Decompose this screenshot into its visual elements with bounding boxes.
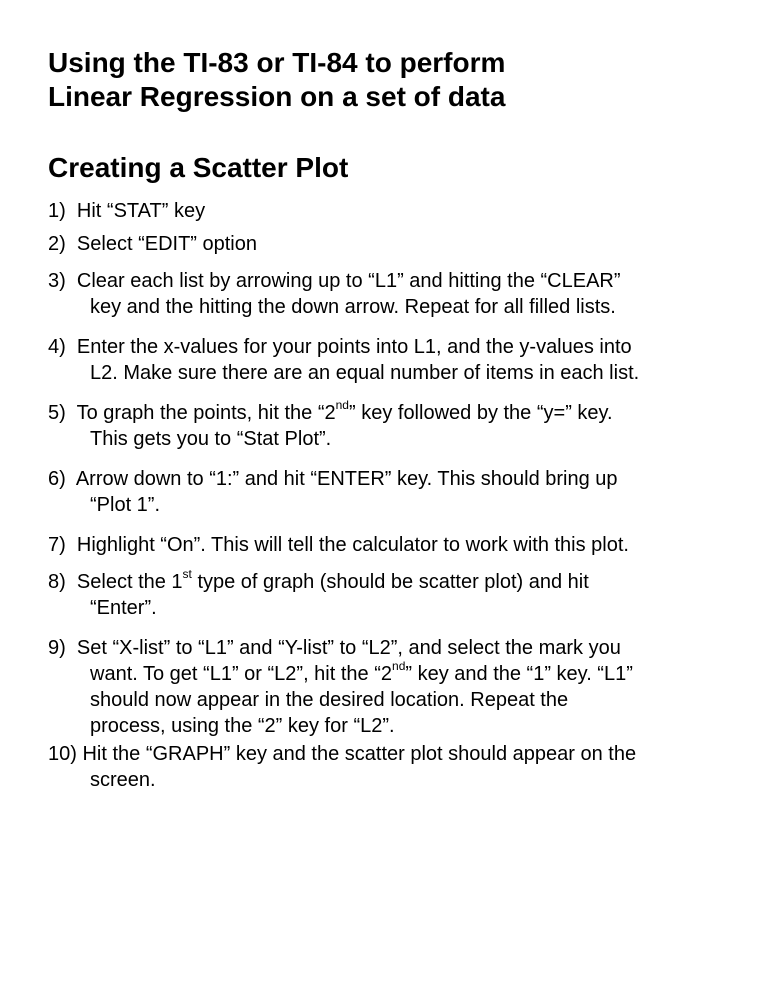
title-line-1: Using the TI-83 or TI-84 to perform [48, 47, 506, 78]
step-number: 9) [48, 637, 66, 659]
step-text-a: want. To get “L1” or “L2”, hit the “2 [90, 663, 393, 685]
step-6-line-2: “Plot 1”. [90, 494, 161, 516]
step-3-line-2: key and the hitting the down arrow. Repeat for all filled lists. [90, 296, 616, 318]
step-4-line-2: L2. Make sure there are an equal number of items in each list. [90, 362, 640, 384]
step-10-line-2: screen. [90, 769, 156, 791]
step-8-line-2: “Enter”. [90, 597, 157, 619]
step-6-line-1 [48, 466, 748, 492]
step-text: Arrow down to “1:” and hit “ENTER” key. This should bring up [75, 468, 618, 490]
step-9-line-4: process, using the “2” key for “L2”. [90, 715, 395, 737]
step-number: 5) [48, 402, 66, 424]
superscript-st: st [182, 567, 192, 582]
step-text: Clear each list by arrowing up to “L1” and hitting the “CLEAR” [76, 270, 621, 292]
superscript-nd: nd [335, 398, 349, 413]
step-number: 10) [48, 743, 77, 765]
step-3-line-1 [48, 268, 748, 294]
step-9 [48, 635, 748, 739]
step-4 [48, 334, 748, 386]
step-number: 3) [48, 270, 66, 292]
step-8-line-1 [48, 569, 748, 595]
title-line-2: Linear Regression on a set of data [48, 81, 506, 112]
step-text: Hit “STAT” key [76, 200, 206, 222]
step-text-b: type of graph (should be scatter plot) and hit [191, 571, 589, 593]
step-5-line-2: This gets you to “Stat Plot”. [90, 428, 332, 450]
step-text-a: To graph the points, hit the “2 [76, 402, 336, 424]
step-6 [48, 466, 748, 518]
section-heading: Creating a Scatter Plot [48, 152, 349, 183]
superscript-nd: nd [392, 659, 406, 674]
step-text-b: ” key followed by the “y=” key. [348, 402, 613, 424]
step-text: Highlight “On”. This will tell the calculator to work with this plot. [76, 534, 629, 556]
step-10 [48, 741, 748, 793]
step-5-line-1 [48, 400, 748, 426]
step-2 [48, 231, 748, 257]
step-text-b: ” key and the “1” key. “L1” [405, 663, 633, 685]
step-text-a: Select the 1 [76, 571, 183, 593]
step-number: 2) [48, 233, 66, 255]
step-number: 8) [48, 571, 66, 593]
step-9-line-1 [48, 635, 748, 661]
step-7-line-1 [48, 532, 748, 558]
step-text: Enter the x-values for your points into L1, and the y-values into [76, 336, 632, 358]
step-8 [48, 569, 748, 621]
document-title [48, 46, 505, 114]
step-5 [48, 400, 748, 452]
step-1-line-1 [48, 198, 748, 224]
step-number: 4) [48, 336, 66, 358]
step-1 [48, 198, 748, 224]
step-text: Set “X-list” to “L1” and “Y-list” to “L2”, and select the mark you [76, 637, 621, 659]
step-2-line-1 [48, 231, 748, 257]
step-7 [48, 532, 748, 558]
step-9-line-3: should now appear in the desired location. Repeat the [90, 689, 569, 711]
step-text: Select “EDIT” option [76, 233, 257, 255]
step-text: Hit the “GRAPH” key and the scatter plot should appear on the [82, 743, 637, 765]
step-9-line-2 [48, 661, 748, 687]
step-10-line-1 [48, 741, 748, 767]
step-4-line-1 [48, 334, 748, 360]
step-number: 6) [48, 468, 66, 490]
step-number: 1) [48, 200, 66, 222]
step-number: 7) [48, 534, 66, 556]
step-3 [48, 268, 748, 320]
